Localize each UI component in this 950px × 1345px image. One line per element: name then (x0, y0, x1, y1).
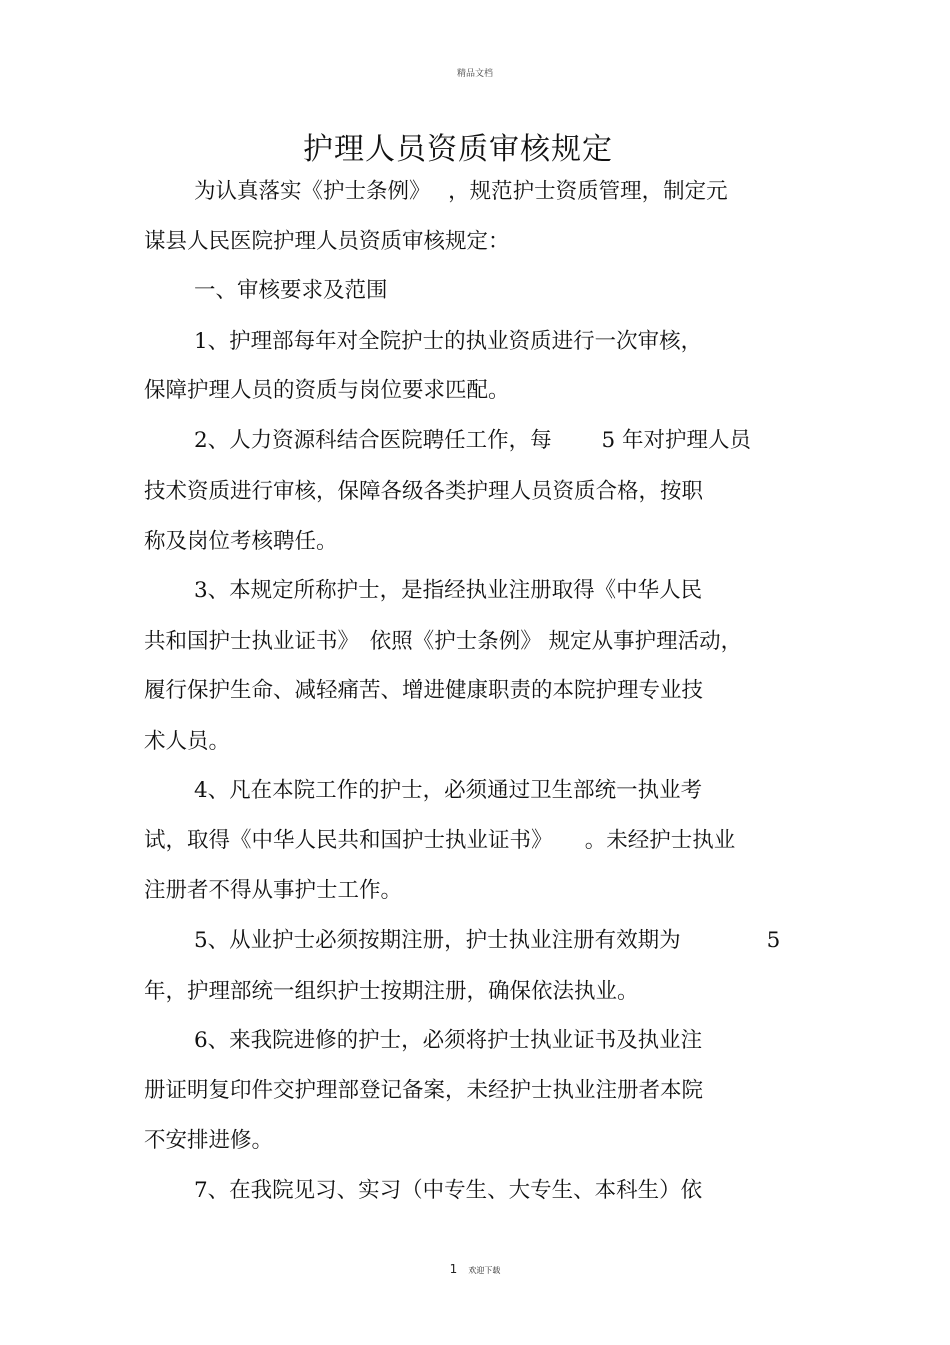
page-footer (0, 1258, 950, 1277)
body-text-line: 谋县人民医院护理人员资质审核规定： (144, 229, 510, 254)
body-text-line: 试，取得《中华人民共和国护士执业证书》 。未经护士执业 (144, 828, 736, 853)
body-text-line: 履行保护生命、减轻痛苦、增进健康职责的本院护理专业技 (144, 678, 704, 703)
body-text-line: 保障护理人员的资质与岗位要求匹配。 (144, 378, 510, 403)
body-text-line: 注册者不得从事护士工作。 (144, 878, 403, 903)
body-text-line: 术人员。 (144, 729, 231, 754)
body-text-line: 技术资质进行审核，保障各级各类护理人员资质合格，按职 (144, 479, 704, 504)
body-text-line: 4、凡在本院工作的护士，必须通过卫生部统一执业考 (194, 778, 703, 803)
body-text-line: 7、在我院见习、实习（中专生、大专生、本科生）依 (194, 1178, 703, 1203)
body-text-line: 为认真落实《护士条例》 ，规范护士资质管理，制定元 (194, 179, 728, 204)
body-text-line: 共和国护士执业证书》 依照《护士条例》 规定从事护理活动， (144, 629, 743, 654)
body-text-line: 年，护理部统一组织护士按期注册，确保依法执业。 (144, 979, 639, 1004)
body-text-line: 5、从业护士必须按期注册，护士执业注册有效期为 5 (194, 928, 781, 953)
body-text-line: 2、人力资源科结合医院聘任工作，每 5 年对护理人员 (194, 428, 752, 453)
body-text-line: 不安排进修。 (144, 1128, 274, 1153)
body-text-line: 1、护理部每年对全院护士的执业资质进行一次审核， (194, 329, 703, 354)
body-text-line: 6、来我院进修的护士，必须将护士执业证书及执业注 (194, 1028, 703, 1053)
body-text-line: 册证明复印件交护理部登记备案，未经护士执业注册者本院 (144, 1078, 704, 1103)
document-title: 护理人员资质审核规定 (303, 132, 613, 167)
footer-text: 欢迎下载 (468, 1266, 501, 1275)
body-text-line: 一、审核要求及范围 (194, 278, 388, 303)
page-header-label: 精品文档 (456, 69, 493, 79)
body-text-line: 称及岗位考核聘任。 (144, 529, 338, 554)
body-text-line: 3、本规定所称护士，是指经执业注册取得《中华人民 (194, 578, 703, 603)
page-number: 1 (449, 1262, 458, 1276)
